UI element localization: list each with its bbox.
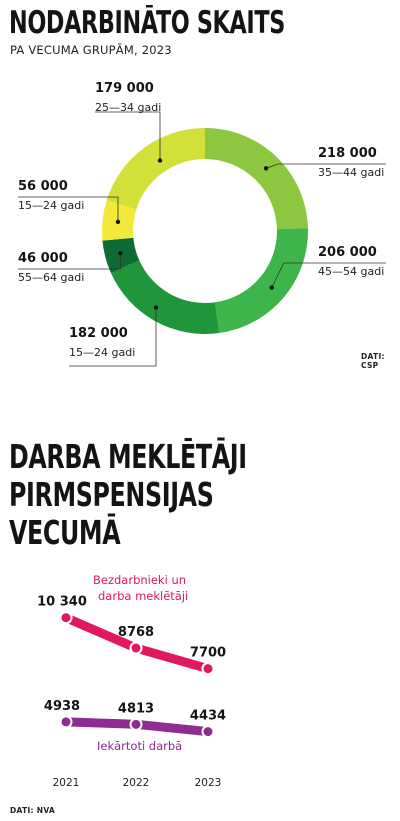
data-point	[131, 643, 142, 654]
line-chart-title-line: DARBA MEKLĒTĀJI	[9, 437, 247, 476]
data-point	[61, 612, 72, 623]
slice-category-label: 15—24 gadi	[69, 346, 136, 359]
data-value-label: 8768	[117, 625, 155, 641]
data-value-label: 4938	[43, 698, 81, 714]
data-value-label: 7700	[189, 645, 227, 661]
donut-chart-source: DATI: CSP	[361, 352, 385, 370]
series-name-label: darba meklētāji	[98, 589, 189, 603]
line-chart-title-line: VECUMĀ	[9, 513, 121, 552]
data-value-label: 10 340	[37, 594, 87, 610]
data-point	[61, 716, 72, 727]
x-tick-label: 2022	[122, 777, 150, 789]
line-chart-title-line: PIRMSPENSIJAS	[9, 475, 214, 514]
slice-value-label: 182 000	[69, 326, 128, 341]
slice-value-label: 46 000	[18, 251, 68, 266]
line-chart-source: DATI: NVA	[10, 806, 56, 815]
series-name-label: Bezdarbnieki un	[93, 573, 187, 587]
slice-value-label: 56 000	[18, 179, 68, 194]
x-tick-label: 2023	[194, 777, 222, 789]
x-tick-label: 2021	[52, 777, 80, 789]
data-point	[203, 663, 214, 674]
donut-chart-title: NODARBINĀTO SKAITS	[9, 5, 285, 41]
data-value-label: 4813	[117, 701, 155, 717]
data-point	[131, 719, 142, 730]
slice-category-label: 35—44 gadi	[318, 166, 385, 179]
data-point	[203, 726, 214, 737]
slice-value-label: 179 000	[95, 81, 154, 96]
donut-chart-subtitle: PA VECUMA GRUPĀM, 2023	[10, 43, 172, 57]
slice-value-label: 218 000	[318, 146, 377, 161]
series-name-label: Iekārtoti darbā	[97, 739, 183, 753]
slice-category-label: 55—64 gadi	[18, 271, 85, 284]
slice-category-label: 45—54 gadi	[318, 265, 385, 278]
data-value-label: 4434	[189, 708, 227, 724]
slice-category-label: 15—24 gadi	[18, 199, 85, 212]
slice-category-label: 25—34 gadi	[95, 101, 162, 114]
slice-value-label: 206 000	[318, 245, 377, 260]
